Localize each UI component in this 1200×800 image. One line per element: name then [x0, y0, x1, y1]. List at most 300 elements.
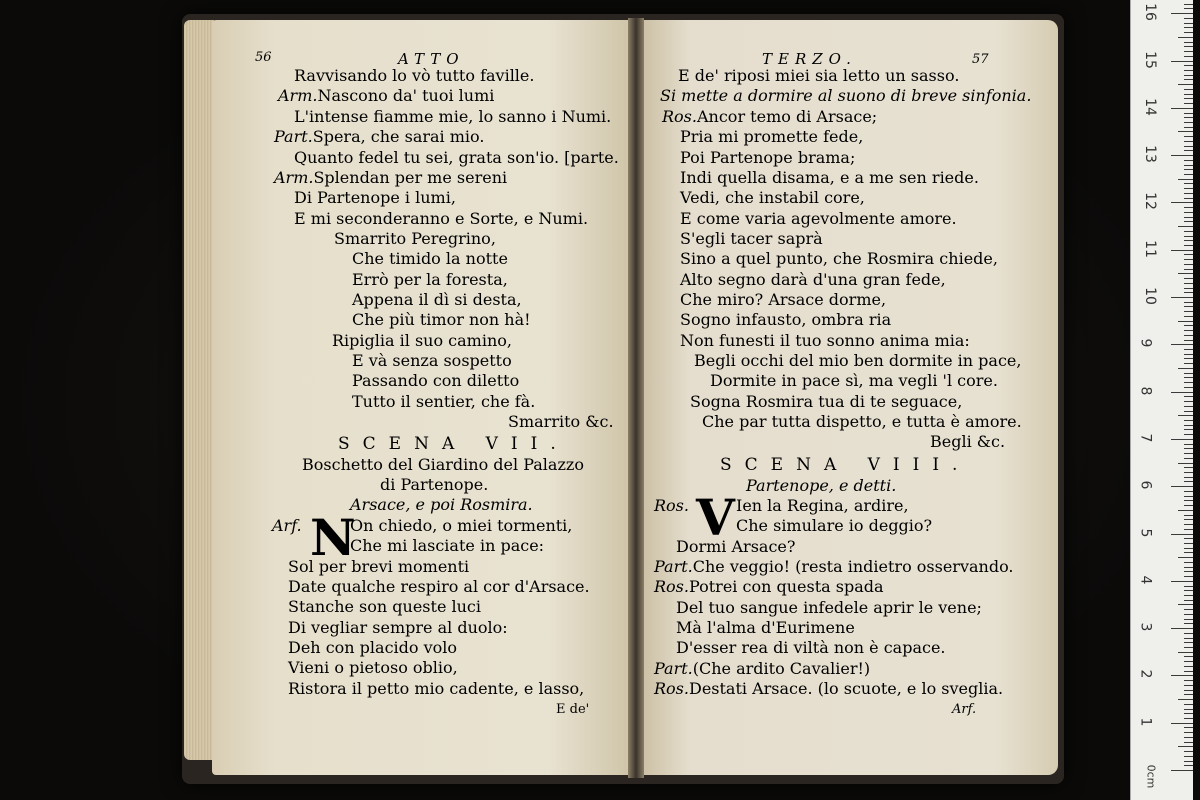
ruler-tick	[1184, 590, 1193, 591]
ruler-tick	[1178, 321, 1193, 322]
text-line	[334, 229, 496, 248]
speaker-label: Ros.	[662, 107, 697, 126]
ruler-tick	[1178, 273, 1193, 274]
verse-text: Del tuo sangue infedele aprir le vene;	[676, 598, 982, 617]
text-line	[352, 310, 531, 329]
ruler-tick	[1184, 8, 1193, 9]
right-scene-persons: Partenope, e detti.	[746, 476, 897, 495]
ruler-tick	[1184, 576, 1193, 577]
ruler-number: 8	[1137, 386, 1154, 396]
right-running-head: TERZO.	[762, 50, 857, 68]
ruler-tick	[1184, 340, 1193, 341]
verse-text: Nascono da' tuoi lumi	[317, 86, 495, 105]
ruler-number: 2	[1137, 669, 1154, 679]
ruler-tick	[1184, 515, 1193, 516]
ruler-tick	[1171, 534, 1193, 535]
verse-text: Destati Arsace. (lo scuote, e lo sveglia.	[688, 679, 1004, 698]
text-line	[736, 496, 909, 515]
ruler-tick	[1184, 448, 1193, 449]
ruler-number: 9	[1137, 338, 1154, 348]
ruler-tick	[1184, 27, 1193, 28]
verse-text: E de' riposi miei sia letto un sasso.	[678, 66, 960, 85]
ruler-tick	[1184, 709, 1193, 710]
ruler-number: 16	[1141, 3, 1158, 22]
ruler-tick	[1178, 604, 1193, 605]
ruler-tick	[1184, 401, 1193, 402]
text-line	[288, 557, 469, 576]
ruler-tick	[1184, 614, 1193, 615]
verse-text: Non funesti il tuo sonno anima mia:	[680, 331, 970, 350]
ruler-tick	[1184, 217, 1193, 218]
ruler-tick	[1184, 193, 1193, 194]
ruler-tick	[1184, 316, 1193, 317]
verse-text: Di vegliar sempre al duolo:	[288, 618, 508, 637]
ruler-tick	[1184, 198, 1193, 199]
text-line	[288, 618, 508, 637]
text-line	[676, 598, 982, 617]
left-scene-title: SCENA VII.	[338, 434, 569, 454]
ruler-tick	[1184, 174, 1193, 175]
verse-text: Vieni o pietoso oblio,	[288, 658, 458, 677]
ruler-tick	[1178, 179, 1193, 180]
ruler-tick	[1171, 486, 1193, 487]
ruler-tick	[1184, 481, 1193, 482]
text-line	[736, 516, 932, 535]
left-page-number: 56	[255, 50, 272, 65]
text-line	[288, 679, 584, 698]
left-catchword: E de'	[556, 702, 590, 717]
text-line	[294, 148, 619, 167]
verse-text: Date qualche respiro al cor d'Arsace.	[288, 577, 590, 596]
ruler-tick	[1184, 231, 1193, 232]
verse-text: E và senza sospetto	[352, 351, 512, 370]
ruler-tick	[1171, 581, 1193, 582]
ruler-tick	[1184, 278, 1193, 279]
ruler-tick	[1184, 70, 1193, 71]
ruler-number: 14	[1141, 97, 1158, 116]
ruler-tick	[1184, 742, 1193, 743]
ruler-tick	[1184, 136, 1193, 137]
ruler-tick	[1184, 122, 1193, 123]
text-line	[350, 516, 572, 535]
ruler-tick	[1184, 259, 1193, 260]
ruler-number: 15	[1141, 50, 1158, 69]
ruler-tick	[1184, 165, 1193, 166]
speaker-label: Ros.	[654, 577, 689, 596]
ruler-tick	[1171, 439, 1193, 440]
ruler-tick	[1184, 444, 1193, 445]
ruler-tick	[1184, 543, 1193, 544]
verse-text: (Che ardito Cavalier!)	[692, 659, 871, 678]
ruler-tick	[1184, 500, 1193, 501]
ruler-tick	[1184, 562, 1193, 563]
verse-text: Smarrito Peregrino,	[334, 229, 496, 248]
ruler-tick	[1184, 330, 1193, 331]
ruler-tick	[1184, 302, 1193, 303]
verse-text: Tutto il sentier, che fà.	[352, 392, 536, 411]
verse-text: Che simulare io deggio?	[736, 516, 933, 535]
ruler-tick	[1184, 354, 1193, 355]
ruler-tick	[1184, 240, 1193, 241]
ruler-tick	[1184, 269, 1193, 270]
ruler-tick	[1184, 524, 1193, 525]
ruler-tick	[1184, 306, 1193, 307]
text-line	[680, 209, 957, 228]
ruler-tick	[1184, 751, 1193, 752]
ruler-tick	[1184, 373, 1193, 374]
verse-text: Alto segno darà d'una gran fede,	[680, 270, 946, 289]
left-scene-persons: Arsace, e poi Rosmira.	[350, 495, 533, 514]
ruler-tick	[1184, 538, 1193, 539]
verse-text: Che timido la notte	[352, 249, 508, 268]
verse-text: E come varia agevolmente amore.	[680, 209, 957, 228]
ruler-tick	[1184, 236, 1193, 237]
verse-text: Appena il dì si desta,	[352, 290, 522, 309]
ruler-tick	[1171, 250, 1193, 251]
ruler-tick	[1184, 212, 1193, 213]
text-line	[508, 412, 614, 431]
text-line	[694, 351, 1021, 370]
ruler-tick	[1184, 264, 1193, 265]
ruler-tick	[1171, 770, 1193, 771]
ruler-tick	[1184, 529, 1193, 530]
ruler-tick	[1171, 723, 1193, 724]
ruler-tick	[1184, 98, 1193, 99]
verse-text: Ancor temo di Arsace;	[696, 107, 878, 126]
text-line	[350, 536, 544, 555]
ruler-tick	[1184, 642, 1193, 643]
verse-text: Dormi Arsace?	[676, 537, 796, 556]
verse-text: Che più timor non hà!	[352, 310, 531, 329]
verse-text: Begli &c.	[930, 432, 1006, 451]
text-line	[332, 331, 512, 350]
verse-text: Begli occhi del mio ben dormite in pace,	[694, 351, 1022, 370]
text-line	[352, 351, 512, 370]
ruler-tick	[1184, 113, 1193, 114]
text-line	[274, 168, 507, 187]
text-line	[702, 412, 1022, 431]
verse-text: Potrei con questa spada	[688, 577, 884, 596]
ruler-tick	[1184, 65, 1193, 66]
ruler-tick	[1184, 519, 1193, 520]
ruler-tick	[1184, 32, 1193, 33]
text-line	[288, 658, 458, 677]
ruler-tick	[1184, 283, 1193, 284]
ruler-tick	[1184, 169, 1193, 170]
ruler-tick	[1184, 425, 1193, 426]
ruler-tick	[1171, 628, 1193, 629]
ruler-tick	[1184, 358, 1193, 359]
ruler-tick	[1171, 155, 1193, 156]
ruler-tick	[1184, 671, 1193, 672]
speaker-label: Arm.	[274, 168, 314, 187]
text-line	[680, 270, 946, 289]
text-line	[654, 557, 1014, 576]
right-scene-title: SCENA VIII.	[720, 455, 971, 475]
ruler-number: 1	[1137, 717, 1154, 727]
ruler-tick	[1184, 732, 1193, 733]
verse-text: Dormite in pace sì, ma vegli 'l core.	[710, 371, 998, 390]
text-line	[680, 188, 865, 207]
text-line	[352, 290, 522, 309]
verse-text: L'intense fiamme mie, lo sanno i Numi.	[294, 107, 612, 126]
ruler-tick	[1184, 690, 1193, 691]
speaker-label: Part.	[654, 659, 693, 678]
speaker-label: Arm.	[278, 86, 318, 105]
ruler-tick	[1184, 727, 1193, 728]
ruler-tick	[1184, 505, 1193, 506]
verse-text: Pria mi promette fede,	[680, 127, 864, 146]
text-line	[294, 107, 611, 126]
ruler-tick	[1184, 396, 1193, 397]
text-line	[288, 638, 457, 657]
text-line	[288, 597, 481, 616]
ruler-tick	[1178, 368, 1193, 369]
ruler-number: 4	[1137, 575, 1154, 585]
text-line	[654, 577, 884, 596]
speaker-label: Part.	[274, 127, 313, 146]
page-edges	[184, 20, 214, 760]
ruler-tick	[1171, 392, 1193, 393]
text-line	[680, 148, 855, 167]
text-line	[352, 249, 508, 268]
ruler-tick	[1184, 56, 1193, 57]
ruler-tick	[1184, 756, 1193, 757]
verse-text: Mà l'alma d'Eurimene	[676, 618, 855, 637]
ruler-tick	[1184, 453, 1193, 454]
ruler-tick	[1184, 467, 1193, 468]
ruler-tick	[1171, 61, 1193, 62]
ruler-tick	[1184, 18, 1193, 19]
verse-text: Che veggio! (resta indietro osservando.	[692, 557, 1014, 576]
ruler-tick	[1178, 226, 1193, 227]
ruler-tick	[1184, 704, 1193, 705]
ruler-tick	[1184, 94, 1193, 95]
measurement-ruler	[1130, 0, 1193, 800]
ruler-tick	[1184, 411, 1193, 412]
text-line	[680, 290, 886, 309]
verse-text: Quanto fedel tu sei, grata son'io. [parte.	[294, 148, 619, 167]
ruler-tick	[1184, 103, 1193, 104]
book-gutter	[628, 18, 644, 778]
ruler-tick	[1184, 458, 1193, 459]
ruler-tick	[1171, 202, 1193, 203]
ruler-number: 6	[1137, 480, 1154, 490]
ruler-tick	[1184, 160, 1193, 161]
ruler-tick	[1184, 600, 1193, 601]
ruler-tick	[1178, 463, 1193, 464]
verse-text: Che par tutta dispetto, e tutta è amore.	[702, 412, 1022, 431]
text-line	[654, 659, 870, 678]
speaker-label: Ros.	[654, 679, 689, 698]
left-drop-cap: N	[310, 508, 356, 567]
ruler-number: 3	[1137, 622, 1154, 632]
ruler-tick	[1184, 420, 1193, 421]
ruler-tick	[1184, 586, 1193, 587]
text-line	[680, 168, 979, 187]
verse-text: Deh con placido volo	[288, 638, 458, 657]
right-catchword: Arf.	[952, 702, 977, 717]
text-line	[294, 188, 456, 207]
ruler-tick	[1184, 221, 1193, 222]
ruler-number: 12	[1141, 192, 1158, 211]
ruler-number: 7	[1137, 433, 1154, 443]
right-speech-speaker: Ros.	[654, 496, 689, 515]
text-line	[930, 432, 1005, 451]
ruler-tick	[1178, 84, 1193, 85]
verse-text: Sino a quel punto, che Rosmira chiede,	[680, 249, 998, 268]
ruler-tick	[1178, 557, 1193, 558]
text-line	[710, 371, 998, 390]
ruler-number: 11	[1141, 239, 1158, 258]
ruler-tick	[1184, 146, 1193, 147]
text-line	[274, 127, 484, 146]
text-line	[288, 577, 590, 596]
ruler-tick	[1184, 477, 1193, 478]
text-line	[676, 638, 946, 657]
ruler-tick	[1184, 406, 1193, 407]
verse-text: Smarrito &c.	[508, 412, 614, 431]
ruler-tick	[1184, 737, 1193, 738]
ruler-tick	[1184, 685, 1193, 686]
text-line	[680, 229, 823, 248]
ruler-tick	[1184, 567, 1193, 568]
ruler-tick	[1184, 335, 1193, 336]
verse-text: Di Partenope i lumi,	[294, 188, 456, 207]
text-line	[352, 392, 535, 411]
ruler-tick	[1184, 548, 1193, 549]
verse-text: Ravvisando lo vò tutto faville.	[294, 66, 535, 85]
ruler-tick	[1184, 647, 1193, 648]
ruler-tick	[1178, 652, 1193, 653]
verse-text: Che mi lasciate in pace:	[350, 536, 545, 555]
ruler-tick	[1184, 680, 1193, 681]
ruler-tick	[1171, 344, 1193, 345]
ruler-number: 5	[1137, 528, 1154, 537]
text-line	[680, 127, 863, 146]
ruler-tick	[1184, 666, 1193, 667]
text-line	[680, 310, 891, 329]
text-line	[352, 371, 519, 390]
ruler-tick	[1184, 79, 1193, 80]
ruler-tick	[1184, 377, 1193, 378]
verse-text: Ripiglia il suo camino,	[332, 331, 512, 350]
ruler-tick	[1184, 619, 1193, 620]
ruler-tick	[1184, 4, 1193, 5]
speaker-label: Part.	[654, 557, 693, 576]
ruler-tick	[1184, 472, 1193, 473]
ruler-tick	[1184, 633, 1193, 634]
verse-text: Che miro? Arsace dorme,	[680, 290, 887, 309]
text-line	[654, 679, 1003, 698]
left-running-head: ATTO	[398, 50, 465, 68]
ruler-tick	[1178, 510, 1193, 511]
verse-text: Errò per la foresta,	[352, 270, 508, 289]
left-speech-speaker: Arf.	[272, 516, 302, 535]
ruler-tick	[1171, 297, 1193, 298]
text-line	[678, 66, 959, 85]
ruler-unit-label: 0cm	[1144, 764, 1158, 789]
ruler-tick	[1178, 37, 1193, 38]
ruler-tick	[1184, 623, 1193, 624]
ruler-tick	[1184, 387, 1193, 388]
text-line	[294, 209, 588, 228]
ruler-tick	[1184, 765, 1193, 766]
verse-text: Indi quella disama, e a me sen riede.	[680, 168, 979, 187]
ruler-tick	[1184, 429, 1193, 430]
ruler-tick	[1184, 491, 1193, 492]
ruler-tick	[1184, 188, 1193, 189]
verse-text: On chiedo, o miei tormenti,	[350, 516, 573, 535]
text-line	[690, 392, 962, 411]
ruler-tick	[1184, 288, 1193, 289]
ruler-tick	[1184, 571, 1193, 572]
text-line	[662, 107, 877, 126]
ruler-tick	[1184, 75, 1193, 76]
verse-text: Spera, che sarai mio.	[312, 127, 485, 146]
verse-text: Splendan per me sereni	[313, 168, 508, 187]
verse-text: S'egli tacer saprà	[680, 229, 823, 248]
verse-text: Si mette a dormire al suono di breve sinfonia.	[660, 86, 1032, 105]
ruler-tick	[1178, 415, 1193, 416]
ruler-tick	[1184, 254, 1193, 255]
ruler-tick	[1171, 108, 1193, 109]
ruler-tick	[1184, 89, 1193, 90]
ruler-tick	[1184, 245, 1193, 246]
ruler-number: 10	[1141, 287, 1158, 305]
verse-text: Vedi, che instabil core,	[680, 188, 865, 207]
ruler-tick	[1184, 349, 1193, 350]
ruler-tick	[1184, 713, 1193, 714]
ruler-tick	[1184, 150, 1193, 151]
ruler-tick	[1184, 718, 1193, 719]
ruler-number: 13	[1141, 145, 1158, 164]
ruler-tick	[1184, 46, 1193, 47]
text-line	[278, 86, 494, 105]
ruler-tick	[1184, 552, 1193, 553]
left-scene-desc-2: di Partenope.	[380, 475, 489, 494]
verse-text: Stanche son queste luci	[288, 597, 481, 616]
ruler-tick	[1184, 42, 1193, 43]
ruler-tick	[1184, 325, 1193, 326]
ruler-tick	[1184, 363, 1193, 364]
ruler-tick	[1184, 661, 1193, 662]
ruler-tick	[1184, 761, 1193, 762]
ruler-tick	[1184, 23, 1193, 24]
text-line	[294, 66, 534, 85]
ruler-tick	[1171, 675, 1193, 676]
ruler-tick	[1184, 595, 1193, 596]
ruler-tick	[1184, 292, 1193, 293]
verse-text: Passando con diletto	[352, 371, 520, 390]
ruler-tick	[1184, 207, 1193, 208]
ruler-tick	[1184, 141, 1193, 142]
ruler-tick	[1184, 434, 1193, 435]
verse-text: Sogno infausto, ombra ria	[680, 310, 892, 329]
verse-text: Poi Partenope brama;	[680, 148, 856, 167]
ruler-tick	[1184, 117, 1193, 118]
text-line	[676, 618, 855, 637]
verse-text: Sogna Rosmira tua di te seguace,	[690, 392, 963, 411]
text-line	[660, 86, 1031, 105]
ruler-tick	[1171, 13, 1193, 14]
ruler-tick	[1184, 183, 1193, 184]
right-page-number: 57	[972, 52, 989, 67]
text-line	[676, 537, 795, 556]
text-line	[680, 249, 998, 268]
ruler-tick	[1184, 609, 1193, 610]
ruler-tick	[1184, 694, 1193, 695]
